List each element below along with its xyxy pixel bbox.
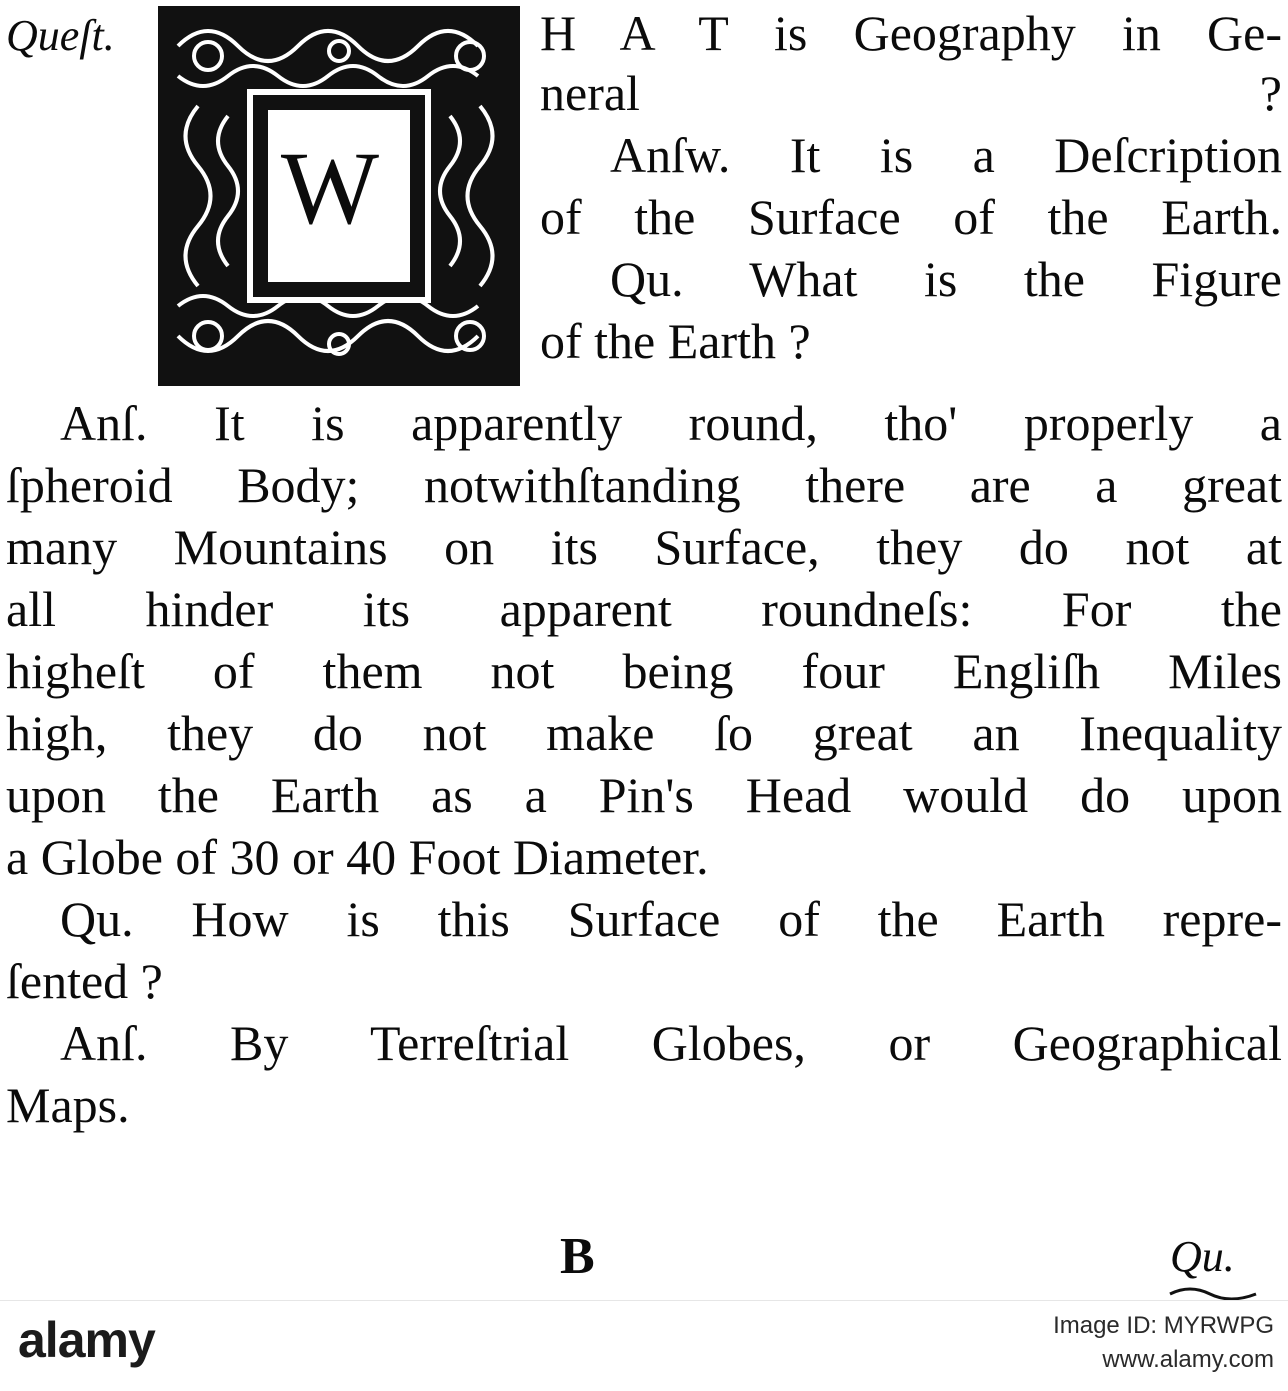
text-line: neral ? bbox=[540, 65, 1282, 121]
text-line: Qu. What is the Figure bbox=[610, 251, 1282, 307]
catchword: Qu. bbox=[1170, 1232, 1235, 1281]
ornamental-drop-cap bbox=[158, 6, 520, 386]
first-line-text: H A T is Geography in Ge- bbox=[540, 5, 1282, 61]
text-line: of the Earth ? bbox=[540, 313, 811, 369]
brand-logo: alamy bbox=[18, 1312, 155, 1368]
text-line: ſented ? bbox=[6, 953, 163, 1009]
question-abbreviation: Queſt. bbox=[6, 11, 115, 60]
watermark-band bbox=[0, 1300, 1288, 1391]
text-line: upon the Earth as a Pin's Head would do upon bbox=[6, 767, 1282, 823]
text-line: Maps. bbox=[6, 1077, 130, 1133]
text-line: Anſ. It is apparently round, tho' properly a bbox=[60, 395, 1282, 451]
signature-mark: B bbox=[560, 1228, 595, 1285]
text-line: higheſt of them not being four Engliſh Miles bbox=[6, 643, 1282, 699]
drop-cap-letter: W bbox=[280, 131, 380, 246]
text-line: Anſ. By Terreſtrial Globes, or Geographical bbox=[60, 1015, 1282, 1071]
text-line: a Globe of 30 or 40 Foot Diameter. bbox=[6, 829, 709, 885]
text-line: many Mountains on its Surface, they do not at bbox=[6, 519, 1282, 575]
text-line: high, they do not make ſo great an Inequality bbox=[6, 705, 1282, 761]
image-credit bbox=[1053, 1309, 1274, 1377]
image-id: Image ID: MYRWPG bbox=[1053, 1312, 1274, 1339]
text-line: Qu. How is this Surface of the Earth repre- bbox=[60, 891, 1282, 947]
text-line: Anſw. It is a Deſcription bbox=[610, 127, 1282, 183]
site-url: www.alamy.com bbox=[1102, 1346, 1274, 1373]
first-line bbox=[6, 2, 115, 64]
text-line: of the Surface of the Earth. bbox=[540, 189, 1282, 245]
text-line: all hinder its apparent roundneſs: For the bbox=[6, 581, 1282, 637]
text-line: ſpheroid Body; notwithſtanding there are a great bbox=[6, 457, 1282, 513]
